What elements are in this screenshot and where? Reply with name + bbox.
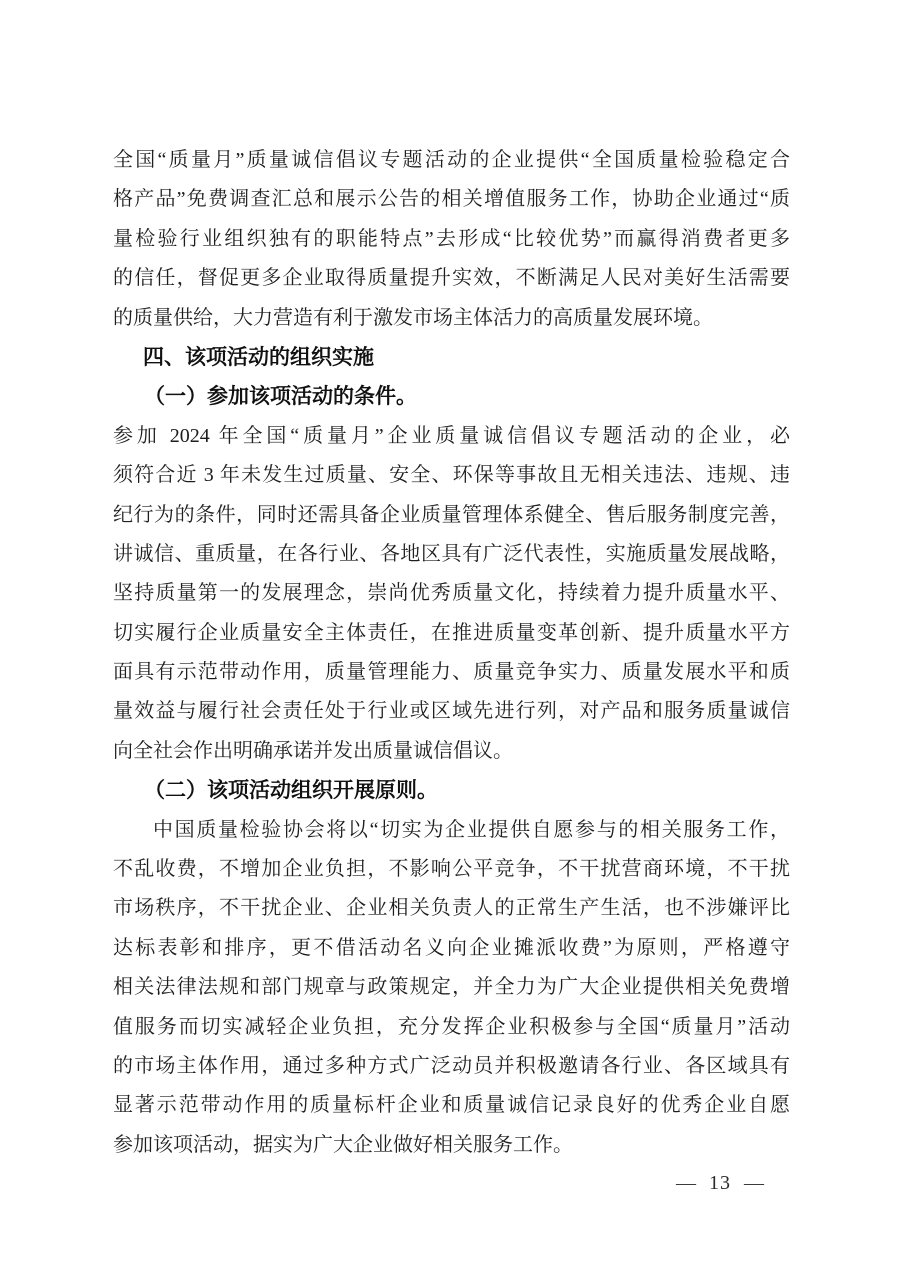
paragraph-organization-principles <box>113 811 790 1166</box>
subsection-heading-1: （一）参加该项活动的条件。 <box>144 384 417 409</box>
footer-dash-right: — <box>744 1171 764 1194</box>
page-footer <box>676 1169 764 1197</box>
paragraph-line: 纪行为的条件，同时还需具备企业质量管理体系健全、售后服务制度完善， <box>113 503 790 526</box>
paragraph-line: 讲诚信、重质量，在各行业、各地区具有广泛代表性，实施质量发展战略， <box>113 542 790 565</box>
section-heading: 四、该项活动的组织实施 <box>143 345 374 369</box>
paragraph-line: 参加该项活动，据实为广大企业做好相关服务工作。 <box>113 1133 573 1156</box>
paragraph-line: 面具有示范带动作用，质量管理能力、质量竞争实力、质量发展水平和质 <box>113 661 790 684</box>
paragraph-line: 的市场主体作用，通过多种方式广泛动员并积极邀请各行业、各区域具有 <box>113 1054 790 1077</box>
paragraph-line: 量效益与履行社会责任处于行业或区域先进行列，对产品和服务质量诚信 <box>113 700 790 723</box>
paragraph-participation-conditions <box>113 417 790 772</box>
paragraph-line: 相关法律法规和部门规章与政策规定，并全力为广大企业提供相关免费增 <box>113 976 790 999</box>
paragraph-line: 的质量供给，大力营造有利于激发市场主体活力的高质量发展环境。 <box>113 306 713 329</box>
paragraph-line: 格产品”免费调查汇总和展示公告的相关增值服务工作，协助企业通过“质 <box>113 188 790 211</box>
document-content <box>113 141 790 1165</box>
paragraph-line: 切实履行企业质量安全主体责任，在推进质量变革创新、提升质量水平方 <box>113 621 790 644</box>
paragraph-line: 中国质量检验协会将以“切实为企业提供自愿参与的相关服务工作， <box>153 818 790 841</box>
paragraph-line: 不乱收费，不增加企业负担，不影响公平竞争，不干扰营商环境，不干扰 <box>113 858 790 881</box>
paragraph-line: 量检验行业组织独有的职能特点”去形成“比较优势”而赢得消费者更多 <box>113 227 790 250</box>
paragraph-line: 显著示范带动作用的质量标杆企业和质量诚信记录良好的优秀企业自愿 <box>113 1094 790 1117</box>
paragraph-line: 坚持质量第一的发展理念，崇尚优秀质量文化，持续着力提升质量水平、 <box>113 582 790 605</box>
paragraph-continuation <box>113 141 790 338</box>
footer-dash-left: — <box>676 1171 696 1194</box>
paragraph-line: 参加 2024 年全国“质量月”企业质量诚信倡议专题活动的企业，必 <box>113 424 790 447</box>
paragraph-line: 须符合近 3 年未发生过质量、安全、环保等事故且无相关违法、违规、违 <box>113 464 790 487</box>
paragraph-line: 值服务而切实减轻企业负担，充分发挥企业积极参与全国“质量月”活动 <box>113 1015 790 1038</box>
subsection-heading-2: （二）该项活动组织开展原则。 <box>144 778 438 803</box>
paragraph-line: 市场秩序，不干扰企业、企业相关负责人的正常生产生活，也不涉嫌评比 <box>113 897 790 920</box>
paragraph-line: 向全社会作出明确承诺并发出质量诚信倡议。 <box>113 739 513 762</box>
paragraph-line: 的信任，督促更多企业取得质量提升实效，不断满足人民对美好生活需要 <box>113 267 790 290</box>
paragraph-line: 达标表彰和排序，更不借活动名义向企业摊派收费”为原则，严格遵守 <box>113 936 790 959</box>
paragraph-line: 全国“质量月”质量诚信倡议专题活动的企业提供“全国质量检验稳定合 <box>113 149 790 171</box>
page-number: 13 <box>709 1171 731 1194</box>
